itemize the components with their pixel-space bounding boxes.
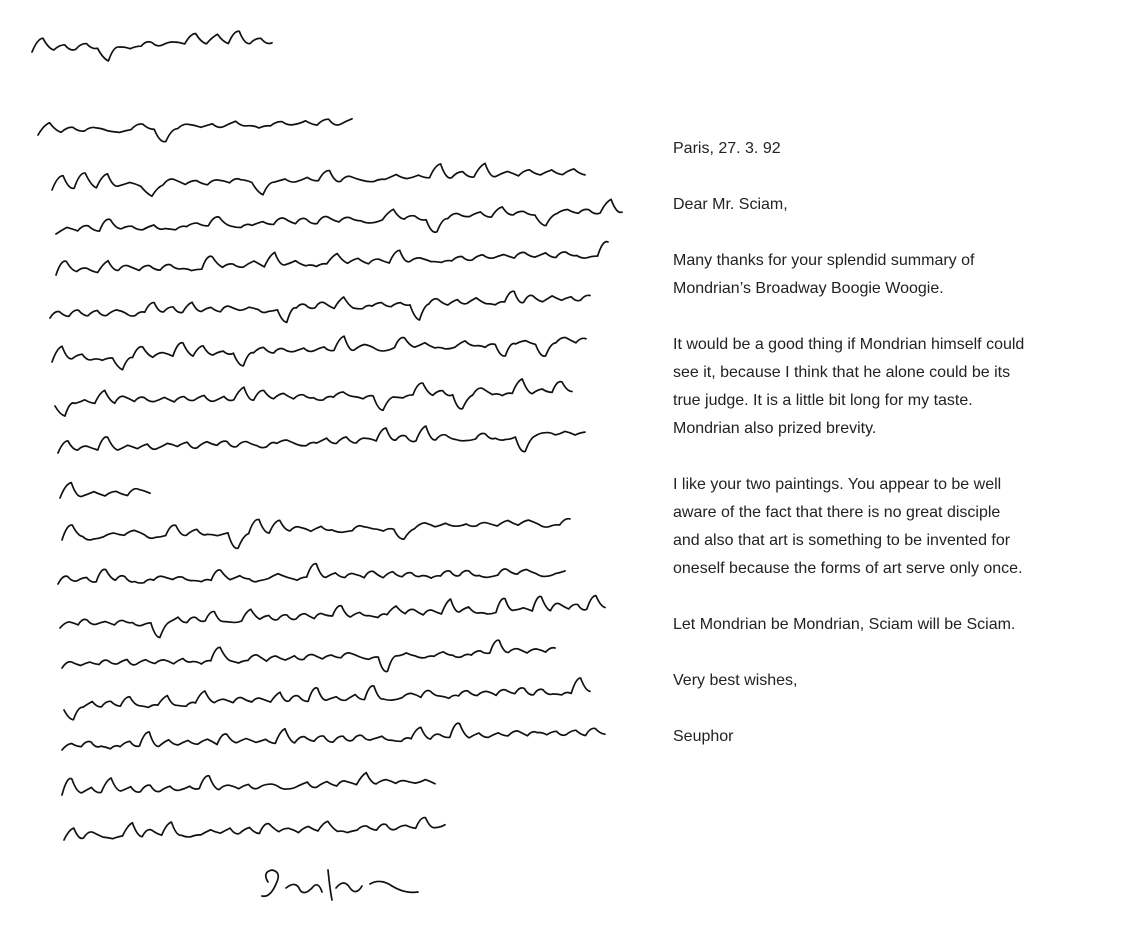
handwritten-body-line <box>60 596 605 638</box>
handwritten-body-line <box>64 678 590 720</box>
translation-paragraph-2: It would be a good thing if Mondrian himself could see it, because I think that he alone could be its true judge. It is a little bit long for my taste. Mondrian also prized brevity. <box>673 336 1025 437</box>
handwritten-body-line <box>58 426 585 453</box>
handwritten-body-line <box>62 640 555 671</box>
handwritten-body-line <box>56 199 622 234</box>
handwritten-signature <box>262 870 418 900</box>
handwritten-body-line <box>60 483 150 498</box>
translation-closing: Very best wishes, <box>673 672 798 689</box>
translation-salutation: Dear Mr. Sciam, <box>673 196 788 213</box>
handwritten-body-line <box>62 519 570 549</box>
handwritten-body-line <box>52 163 585 196</box>
handwritten-salutation <box>38 119 352 142</box>
handwritten-body-line <box>64 818 445 840</box>
translation-signature: Seuphor <box>673 728 734 745</box>
translation-paragraph-1: Many thanks for your splendid summary of Mondrian’s Broadway Boogie Woogie. <box>673 252 975 297</box>
handwritten-body-line <box>55 379 572 416</box>
handwritten-date-line <box>32 31 272 61</box>
handwritten-body-line <box>58 564 565 584</box>
translation-date: Paris, 27. 3. 92 <box>673 140 781 157</box>
handwritten-body-line <box>52 336 586 370</box>
handwritten-body-line <box>50 291 590 322</box>
translation-panel <box>645 0 1124 947</box>
translation-paragraph-3: I like your two paintings. You appear to be well aware of the fact that there is no great disciple and also that art is something to be invented for oneself because the forms of art serve only once. <box>673 476 1023 577</box>
handwritten-body-line <box>62 723 605 750</box>
handwritten-body-line <box>56 242 608 275</box>
handwritten-body-line <box>62 773 435 795</box>
translation-paragraph-4: Let Mondrian be Mondrian, Sciam will be Sciam. <box>673 616 1016 633</box>
